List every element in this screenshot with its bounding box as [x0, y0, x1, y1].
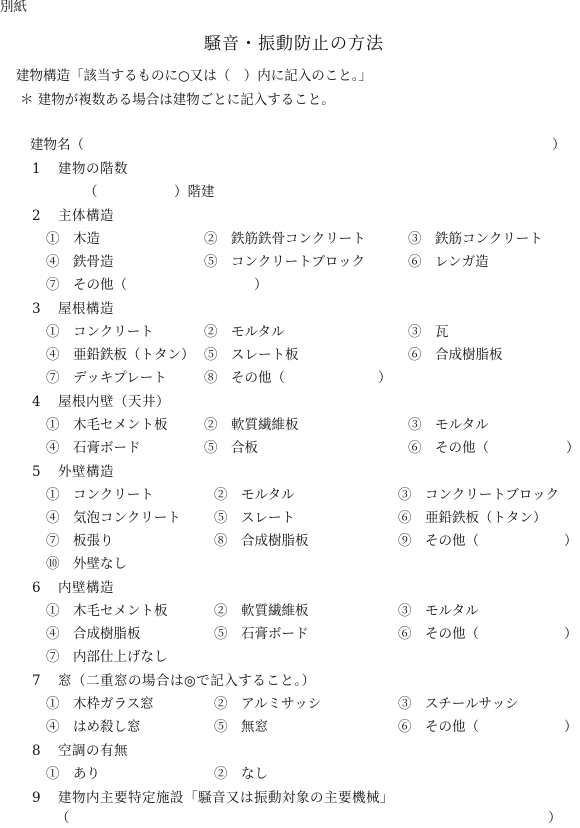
section-4-number: 4 — [32, 394, 42, 410]
option-item: ② なし — [214, 766, 268, 782]
option-item: ⑥ 合成樹脂板 — [408, 347, 503, 363]
option-item: ④ 合成樹脂板 — [46, 626, 141, 642]
option-item: ③ モルタル — [398, 603, 479, 619]
option-item: ⑦ 内部仕上げなし — [46, 649, 168, 665]
option-other: ⑥ その他（ — [408, 440, 489, 456]
option-item: ④ 石膏ボード — [46, 440, 141, 456]
section-1-number: 1 — [32, 161, 42, 177]
option-item: ② 軟質繊維板 — [204, 417, 299, 433]
option-other-close-paren: ） — [564, 719, 578, 735]
option-other: ⑨ その他（ — [398, 533, 479, 549]
option-other: ⑥ その他（ — [398, 626, 479, 642]
section-9-title: 建物内主要特定施設「騒音又は振動対象の主要機械」 — [58, 790, 394, 806]
section-1-title: 建物の階数 — [58, 161, 128, 177]
option-item: ③ 鉄筋コンクリート — [408, 231, 543, 247]
option-item: ④ 気泡コンクリート — [46, 510, 181, 526]
option-item: ② モルタル — [204, 324, 285, 340]
option-item: ⑥ レンガ造 — [408, 254, 489, 270]
option-item: ⑧ 合成樹脂板 — [214, 533, 309, 549]
section-5-title: 外壁構造 — [58, 464, 114, 480]
section-9-number: 9 — [32, 790, 42, 806]
option-other: ⑦ その他（ — [46, 277, 127, 293]
floor-count-open-paren: （ — [84, 184, 98, 200]
option-other-close-paren: ） — [564, 626, 578, 642]
option-item: ② 軟質繊維板 — [214, 603, 309, 619]
option-item: ① 木毛セメント板 — [46, 603, 168, 619]
option-item: ⑤ コンクリートブロック — [204, 254, 366, 270]
option-item: ④ 鉄骨造 — [46, 254, 114, 270]
option-item: ⑤ 石膏ボード — [214, 626, 309, 642]
option-item: ⑦ 板張り — [46, 533, 114, 549]
option-item: ① コンクリート — [46, 487, 154, 503]
option-item: ④ 亜鉛鉄板（トタン） — [46, 347, 195, 363]
section-2-title: 主体構造 — [58, 208, 114, 224]
section-6-number: 6 — [32, 580, 42, 596]
option-item: ① 木枠ガラス窓 — [46, 696, 154, 712]
section-4-title: 屋根内壁（天井） — [58, 394, 170, 410]
option-item: ① 木毛セメント板 — [46, 417, 168, 433]
multiple-buildings-note: ＊ 建物が複数ある場合は建物ごとに記入すること。 — [20, 92, 335, 108]
page-title: 騒音・振動防止の方法 — [204, 34, 384, 54]
option-item: ③ コンクリートブロック — [398, 487, 560, 503]
building-name-close-paren: ） — [552, 137, 566, 153]
section-5-number: 5 — [32, 464, 42, 480]
building-name-label: 建物名（ — [30, 137, 84, 153]
option-item: ① あり — [46, 766, 100, 782]
option-item: ① 木造 — [46, 231, 100, 247]
option-item: ⑤ 合板 — [204, 440, 258, 456]
section-2-number: 2 — [32, 208, 42, 224]
machinery-open-paren: （ — [56, 810, 70, 826]
option-item: ⑩ 外壁なし — [46, 556, 127, 572]
section-6-title: 内壁構造 — [58, 580, 114, 596]
option-item: ③ スチールサッシ — [398, 696, 519, 712]
option-item: ⑦ デッキプレート — [46, 370, 167, 386]
option-item: ② 鉄筋鉄骨コンクリート — [204, 231, 366, 247]
machinery-close-paren: ） — [548, 810, 562, 826]
option-item: ⑤ スレート — [214, 510, 295, 526]
option-item: ③ モルタル — [408, 417, 489, 433]
option-other-close-paren: ） — [566, 440, 580, 456]
option-item: ② モルタル — [214, 487, 295, 503]
section-8-number: 8 — [32, 743, 42, 759]
option-item: ② アルミサッシ — [214, 696, 322, 712]
option-item: ① コンクリート — [46, 324, 154, 340]
option-item: ⑥ 亜鉛鉄板（トタン） — [398, 510, 547, 526]
section-7-number: 7 — [32, 673, 42, 689]
option-other-close-paren: ） — [254, 277, 268, 293]
option-item: ③ 瓦 — [408, 324, 449, 340]
section-3-title: 屋根構造 — [58, 301, 114, 317]
option-item: ④ はめ殺し窓 — [46, 719, 141, 735]
section-3-number: 3 — [32, 301, 42, 317]
option-other: ⑥ その他（ — [398, 719, 479, 735]
option-item: ⑤ 無窓 — [214, 719, 268, 735]
option-other-close-paren: ） — [378, 370, 392, 386]
option-other: ⑧ その他（ — [204, 370, 285, 386]
option-item: ⑤ スレート板 — [204, 347, 299, 363]
option-other-close-paren: ） — [564, 533, 578, 549]
section-8-title: 空調の有無 — [58, 743, 128, 759]
instruction-text: 建物構造「該当するものに○又は（ ）内に記入のこと。」 — [16, 68, 373, 84]
section-7-title: 窓（二重窓の場合は◎で記入すること。） — [58, 673, 316, 689]
attachment-label: 別紙 — [0, 0, 27, 15]
floor-count-suffix: ）階建 — [174, 184, 215, 200]
